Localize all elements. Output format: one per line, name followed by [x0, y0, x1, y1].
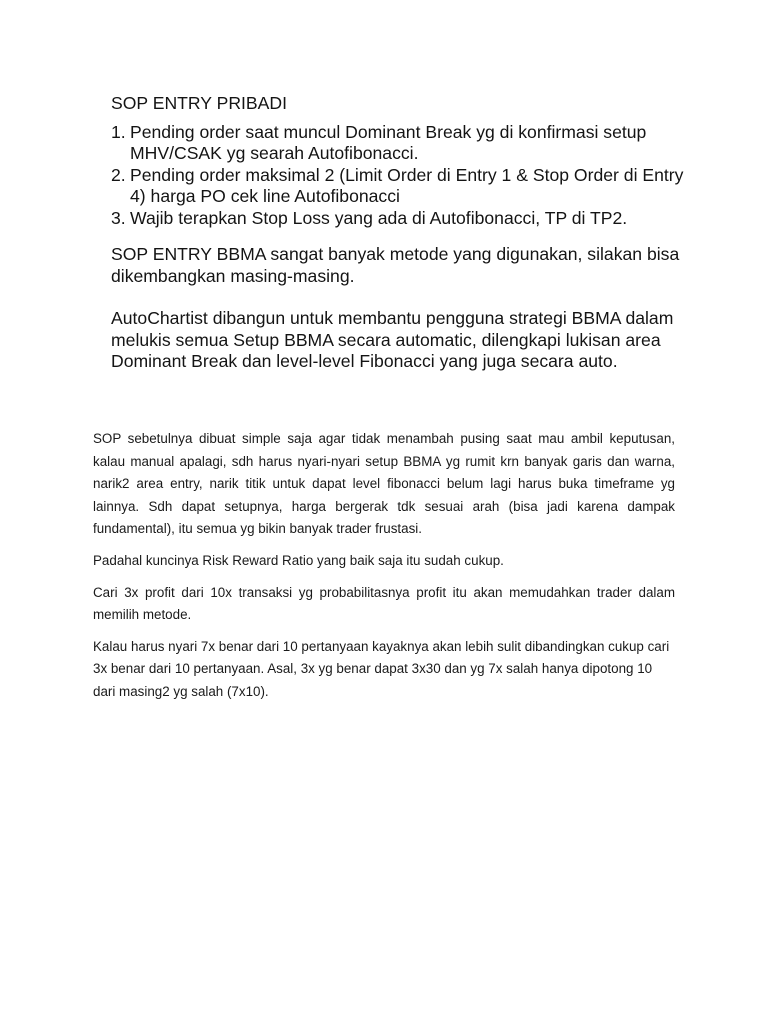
sop-heading: SOP ENTRY PRIBADI — [111, 93, 287, 113]
rule-number: 3. — [111, 207, 126, 228]
sop-rule-item — [111, 165, 691, 208]
body-paragraph: Padahal kuncinya Risk Reward Ratio yang baik saja itu sudah cukup. — [93, 552, 504, 568]
autochartist-paragraph: AutoChartist dibangun untuk membantu pengguna strategi BBMA dalam melukis semua Setup BBMA secara automatic, dilengkapi lukisan area Dominant Break dan level-level Fibonacci yang juga secara auto. — [111, 308, 674, 371]
sop-rule-item — [111, 208, 691, 230]
rule-text: Wajib terapkan Stop Loss yang ada di Autofibonacci, TP di TP2. — [130, 207, 628, 228]
body-paragraph: SOP sebetulnya dibuat simple saja agar tidak menambah pusing saat mau ambil keputusan, kalau manual apalagi, sdh harus nyari-nyari setup BBMA yg rumit krn banyak garis dan warna, narik2 area entry, narik titik untuk dapat level fibonacci belum lagi harus buka timeframe yg lainnya. Sdh dapat setupnya, harga bergerak tdk sesuai arah (bisa jadi karena dampak fundamental), itu semua yg bikin banyak trader frustasi. — [93, 431, 675, 537]
body-text — [93, 428, 675, 713]
sop-rule-item — [111, 122, 691, 165]
sop-rules-list — [111, 122, 691, 230]
rule-number: 1. — [111, 121, 126, 142]
rule-number: 2. — [111, 164, 126, 185]
rule-text: Pending order saat muncul Dominant Break yg di konfirmasi setup MHV/CSAK yg searah Autofibonacci. — [130, 121, 647, 163]
bbma-paragraph: SOP ENTRY BBMA sangat banyak metode yang digunakan, silakan bisa dikembangkan masing-masing. — [111, 244, 680, 286]
body-paragraph: Cari 3x profit dari 10x transaksi yg probabilitasnya profit itu akan memudahkan trader dalam memilih metode. — [93, 584, 675, 623]
embedded-text-image — [111, 93, 691, 373]
body-paragraph: Kalau harus nyari 7x benar dari 10 pertanyaan kayaknya akan lebih sulit dibandingkan cukup cari 3x benar dari 10 pertanyaan. Asal, 3x yg benar dapat 3x30 dan yg 7x salah hanya dipotong 10 dari masing2 yg salah (7x10). — [93, 638, 670, 699]
rule-text: Pending order maksimal 2 (Limit Order di Entry 1 & Stop Order di Entry 4) harga PO cek line Autofibonacci — [130, 164, 684, 206]
